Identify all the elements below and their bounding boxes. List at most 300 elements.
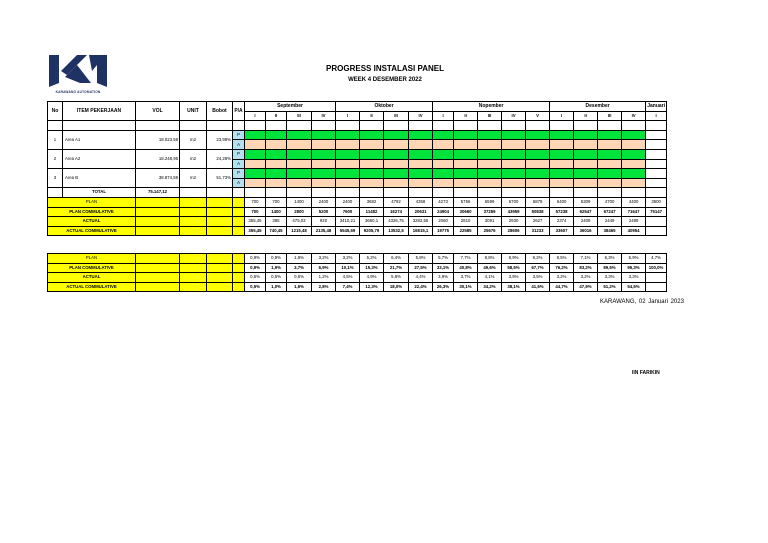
plan-bar-cell <box>502 169 526 179</box>
week-header: IV <box>312 111 336 121</box>
actual-bar-cell <box>454 178 478 188</box>
actual-bar-cell <box>312 178 336 188</box>
empty-cell <box>180 188 207 198</box>
plan-bar-cell <box>454 130 478 140</box>
summary-value: 62547 <box>574 207 598 217</box>
percent-value: 95,3% <box>622 263 646 273</box>
summary-value: 3682 <box>360 197 384 207</box>
item-actual-flag: A <box>233 159 245 169</box>
plan-bar-cell <box>478 169 502 179</box>
plan-bar-cell <box>598 149 622 159</box>
summary-label: PLAN <box>48 197 136 207</box>
item-unit: m2 <box>180 130 207 149</box>
total-row <box>48 188 667 198</box>
summary-value: 2374 <box>550 217 574 227</box>
summary-value: 7600 <box>336 207 360 217</box>
empty-cell <box>550 188 574 198</box>
item-vol: 38.874,59 <box>136 169 180 188</box>
empty-cell <box>622 188 646 198</box>
percent-value: 34,2% <box>478 282 502 292</box>
plan-bar-cell <box>433 149 454 159</box>
empty-cell <box>233 207 245 217</box>
week-header: IV <box>622 111 646 121</box>
summary-value: 355,45 <box>245 226 266 236</box>
actual-bar-cell <box>409 140 433 150</box>
percent-value: 8,5% <box>550 254 574 264</box>
percent-value: 3,3% <box>598 273 622 283</box>
month-header: Oktober <box>336 102 433 112</box>
summary-value: 71647 <box>622 207 646 217</box>
summary-value: 40954 <box>622 226 646 236</box>
actual-bar-cell <box>433 140 454 150</box>
header-row <box>48 102 667 112</box>
summary-label: ACTUAL COMMULATIVE <box>48 226 136 236</box>
plan-bar-cell <box>336 169 360 179</box>
plan-bar-cell <box>646 130 667 140</box>
empty-cell <box>207 121 233 131</box>
plan-bar-cell <box>502 130 526 140</box>
percent-value: 0,9% <box>245 254 266 264</box>
actual-bar-cell <box>312 140 336 150</box>
empty-cell <box>233 121 245 131</box>
item-vol: 18.023,58 <box>136 130 180 149</box>
page-title: PROGRESS INSTALASI PANEL <box>326 64 444 73</box>
empty-cell <box>233 273 245 283</box>
actual-bar-cell <box>336 140 360 150</box>
plan-bar-cell <box>266 149 287 159</box>
empty-cell <box>233 197 245 207</box>
actual-bar-cell <box>622 140 646 150</box>
item-no: 1 <box>48 130 63 149</box>
actual-bar-cell <box>622 178 646 188</box>
empty-cell <box>233 217 245 227</box>
percent-value: 49,6% <box>478 263 502 273</box>
item-bobot: 51,73% <box>207 169 233 188</box>
summary-value: 4326,75 <box>384 217 409 227</box>
summary-value: 4273 <box>433 197 454 207</box>
percent-value: 3,9% <box>433 273 454 283</box>
summary-value: 2135,48 <box>312 226 336 236</box>
empty-cell <box>136 207 180 217</box>
percent-value: 1,0% <box>266 282 287 292</box>
item-actual-flag: A <box>233 178 245 188</box>
empty-cell <box>598 188 622 198</box>
empty-cell <box>574 188 598 198</box>
actual-bar-cell <box>266 178 287 188</box>
percent-value: 22,4% <box>409 282 433 292</box>
plan-bar-cell <box>622 169 646 179</box>
empty-cell <box>207 217 233 227</box>
actual-bar-cell <box>550 140 574 150</box>
percent-row <box>48 282 667 292</box>
percent-value: 3,9% <box>502 273 526 283</box>
empty-cell <box>180 226 207 236</box>
percent-value: 4,4% <box>409 273 433 283</box>
empty-cell <box>287 188 312 198</box>
plan-bar-cell <box>526 169 550 179</box>
empty-cell <box>207 254 233 264</box>
summary-value: 5309 <box>574 197 598 207</box>
signature-date: KARAWANG, 02 Januari 2023 <box>600 299 684 305</box>
empty-cell <box>409 188 433 198</box>
plan-bar-cell <box>409 130 433 140</box>
empty-cell <box>646 121 667 131</box>
summary-value: 2800 <box>287 207 312 217</box>
empty-cell <box>233 188 245 198</box>
plan-bar-cell <box>245 130 266 140</box>
header-bobot: Bobot <box>207 102 233 121</box>
total-value: 75.147,12 <box>136 188 180 198</box>
percent-value: 7,7% <box>454 254 478 264</box>
item-actual-flag: A <box>233 140 245 150</box>
plan-bar-cell <box>550 149 574 159</box>
actual-bar-cell <box>245 140 266 150</box>
empty-cell <box>478 121 502 131</box>
summary-value: 43959 <box>502 207 526 217</box>
percent-value: 5,8% <box>384 273 409 283</box>
plan-bar-cell <box>336 149 360 159</box>
empty-cell <box>312 121 336 131</box>
plan-bar-cell <box>550 130 574 140</box>
plan-bar-cell <box>598 169 622 179</box>
percent-value: 0,6% <box>287 273 312 283</box>
percent-value: 15,3% <box>360 263 384 273</box>
empty-cell <box>180 254 207 264</box>
actual-bar-cell <box>646 159 667 169</box>
empty-cell <box>384 188 409 198</box>
actual-bar-cell <box>454 159 478 169</box>
percent-value: 54,5% <box>622 282 646 292</box>
empty-cell <box>574 121 598 131</box>
plan-bar-cell <box>574 130 598 140</box>
percent-value: 27,5% <box>409 263 433 273</box>
plan-bar-cell <box>574 169 598 179</box>
empty-cell <box>180 121 207 131</box>
summary-value: 31233 <box>526 226 550 236</box>
percent-value: 8,9% <box>502 254 526 264</box>
plan-bar-cell <box>622 130 646 140</box>
actual-bar-cell <box>360 140 384 150</box>
percent-value: 10,1% <box>336 263 360 273</box>
empty-cell <box>526 188 550 198</box>
percent-value: 0,9% <box>245 263 266 273</box>
percent-value: 6,4% <box>384 254 409 264</box>
empty-cell <box>384 121 409 131</box>
actual-bar-cell <box>454 140 478 150</box>
actual-bar-cell <box>526 140 550 150</box>
plan-bar-cell <box>478 130 502 140</box>
item-bobot: 23,98% <box>207 130 233 149</box>
percent-value: 1,2% <box>312 273 336 283</box>
percent-value: 100,0% <box>646 263 667 273</box>
week-header: III <box>598 111 622 121</box>
empty-cell <box>336 188 360 198</box>
week-header: II <box>454 111 478 121</box>
actual-bar-cell <box>622 159 646 169</box>
percent-label: PLAN COMMULATIVE <box>48 263 136 273</box>
actual-bar-cell <box>287 178 312 188</box>
actual-bar-cell <box>287 159 312 169</box>
summary-value: 37259 <box>478 207 502 217</box>
header-pa: P/A <box>233 102 245 121</box>
summary-value: 2930 <box>502 217 526 227</box>
empty-cell <box>287 121 312 131</box>
logo-caption: KARAWANG AUTOMATION <box>55 90 101 94</box>
summary-value: 2060 <box>433 217 454 227</box>
summary-value: 5200 <box>312 207 336 217</box>
percent-value: 51,2% <box>598 282 622 292</box>
actual-bar-cell <box>646 140 667 150</box>
plan-bar-cell <box>646 169 667 179</box>
month-header: Nopember <box>433 102 550 112</box>
empty-cell <box>48 188 63 198</box>
percent-value: 40,8% <box>454 263 478 273</box>
empty-cell <box>502 121 526 131</box>
plan-bar-cell <box>384 130 409 140</box>
item-name: Area B <box>63 169 136 188</box>
item-no: 3 <box>48 169 63 188</box>
summary-value: 4358 <box>409 197 433 207</box>
plan-bar-cell <box>409 149 433 159</box>
summary-value: 36016 <box>574 226 598 236</box>
percent-value: 5,8% <box>409 254 433 264</box>
week-header: IV <box>502 111 526 121</box>
item-vol: 18.248,95 <box>136 149 180 168</box>
week-header: II <box>266 111 287 121</box>
plan-bar-cell <box>287 130 312 140</box>
percent-value: 0,5% <box>245 273 266 283</box>
empty-cell <box>136 197 180 207</box>
summary-value <box>646 226 667 236</box>
month-header: Desember <box>550 102 646 112</box>
empty-cell <box>136 254 180 264</box>
week-header: I <box>245 111 266 121</box>
percent-value: 3,7% <box>287 263 312 273</box>
actual-bar-cell <box>598 178 622 188</box>
summary-value <box>646 217 667 227</box>
plan-bar-cell <box>622 149 646 159</box>
summary-value: 4700 <box>598 197 622 207</box>
plan-bar-cell <box>454 169 478 179</box>
summary-value: 2489 <box>622 217 646 227</box>
summary-value: 19775 <box>433 226 454 236</box>
summary-value: 700 <box>266 197 287 207</box>
percent-value: 83,2% <box>574 263 598 273</box>
empty-cell <box>180 263 207 273</box>
item-plan-row <box>48 169 667 179</box>
percent-row <box>48 273 667 283</box>
actual-bar-cell <box>336 159 360 169</box>
item-name: Area A2 <box>63 149 136 168</box>
summary-value: 3282,55 <box>409 217 433 227</box>
percent-value: 30,1% <box>454 282 478 292</box>
percent-value: 67,7% <box>526 263 550 273</box>
actual-bar-cell <box>646 178 667 188</box>
summary-value: 4400 <box>622 197 646 207</box>
plan-bar-cell <box>312 149 336 159</box>
empty-cell <box>266 188 287 198</box>
percent-label: ACTUAL <box>48 273 136 283</box>
actual-bar-cell <box>336 178 360 188</box>
actual-bar-cell <box>433 159 454 169</box>
plan-bar-cell <box>384 169 409 179</box>
empty-cell <box>136 217 180 227</box>
percent-value <box>646 282 667 292</box>
percent-value: 21,7% <box>384 263 409 273</box>
summary-value: 30660 <box>454 207 478 217</box>
month-header: Januari <box>646 102 667 112</box>
plan-bar-cell <box>646 149 667 159</box>
empty-cell <box>136 226 180 236</box>
plan-bar-cell <box>266 130 287 140</box>
summary-value: 16815,1 <box>409 226 433 236</box>
week-header: III <box>478 111 502 121</box>
week-header: II <box>360 111 384 121</box>
summary-row <box>48 197 667 207</box>
summary-value: 1215,48 <box>287 226 312 236</box>
percent-label: ACTUAL COMMULATIVE <box>48 282 136 292</box>
empty-cell <box>233 226 245 236</box>
summary-value: 700 <box>245 207 266 217</box>
empty-cell <box>180 217 207 227</box>
summary-value: 700 <box>245 197 266 207</box>
signature-name: IIN FARIKIN <box>632 370 660 376</box>
percent-value: 6,3% <box>598 254 622 264</box>
percent-value: 44,7% <box>550 282 574 292</box>
empty-cell <box>336 121 360 131</box>
actual-bar-cell <box>245 178 266 188</box>
empty-cell <box>646 188 667 198</box>
empty-cell <box>63 121 136 131</box>
plan-bar-cell <box>360 130 384 140</box>
percent-value: 3,3% <box>622 273 646 283</box>
percent-value: 89,5% <box>598 263 622 273</box>
summary-value: 2449 <box>598 217 622 227</box>
plan-bar-cell <box>478 149 502 159</box>
plan-bar-cell <box>409 169 433 179</box>
percent-value: 12,3% <box>360 282 384 292</box>
summary-value: 75147 <box>646 207 667 217</box>
percent-value: 3,2% <box>574 273 598 283</box>
item-plan-row <box>48 130 667 140</box>
percent-value: 7,4% <box>336 282 360 292</box>
empty-cell <box>233 263 245 273</box>
empty-cell <box>245 121 266 131</box>
actual-bar-cell <box>287 140 312 150</box>
percent-value: 3,7% <box>454 273 478 283</box>
actual-bar-cell <box>360 178 384 188</box>
spacer-row <box>48 121 667 131</box>
item-bobot: 24,28% <box>207 149 233 168</box>
percent-value: 26,3% <box>433 282 454 292</box>
empty-cell <box>409 121 433 131</box>
empty-cell <box>207 282 233 292</box>
actual-bar-cell <box>526 159 550 169</box>
week-header: IV <box>409 111 433 121</box>
summary-value: 3500 <box>646 197 667 207</box>
plan-bar-cell <box>245 149 266 159</box>
empty-cell <box>550 121 574 131</box>
summary-value: 11482 <box>360 207 384 217</box>
empty-cell <box>266 121 287 131</box>
progress-table <box>47 101 667 236</box>
empty-cell <box>207 197 233 207</box>
empty-cell <box>312 188 336 198</box>
empty-cell <box>180 207 207 217</box>
percent-value: 1,9% <box>266 263 287 273</box>
percent-value: 5,9% <box>622 254 646 264</box>
summary-value: 13532,5 <box>384 226 409 236</box>
plan-bar-cell <box>550 169 574 179</box>
empty-cell <box>598 121 622 131</box>
week-header: I <box>433 111 454 121</box>
percent-value: 4,7% <box>646 254 667 264</box>
header-no: No <box>48 102 63 121</box>
summary-value: 740,45 <box>266 226 287 236</box>
percent-value: 4,5% <box>336 273 360 283</box>
summary-value: 4792 <box>384 197 409 207</box>
summary-label: ACTUAL <box>48 217 136 227</box>
summary-value: 1400 <box>287 197 312 207</box>
percent-value: 9,2% <box>526 254 550 264</box>
empty-cell <box>454 188 478 198</box>
total-label: TOTAL <box>63 188 136 198</box>
actual-bar-cell <box>384 178 409 188</box>
summary-value: 2810 <box>454 217 478 227</box>
summary-value: 3660,1 <box>360 217 384 227</box>
plan-bar-cell <box>312 130 336 140</box>
plan-bar-cell <box>526 149 550 159</box>
plan-bar-cell <box>287 149 312 159</box>
item-plan-row <box>48 149 667 159</box>
percent-value: 6,9% <box>312 263 336 273</box>
actual-bar-cell <box>574 159 598 169</box>
percent-value: 7,1% <box>574 254 598 264</box>
actual-bar-cell <box>433 178 454 188</box>
empty-cell <box>136 263 180 273</box>
empty-cell <box>502 188 526 198</box>
plan-bar-cell <box>360 169 384 179</box>
percent-value: 47,9% <box>574 282 598 292</box>
percent-value: 3,2% <box>312 254 336 264</box>
plan-bar-cell <box>433 169 454 179</box>
summary-value: 9205,79 <box>360 226 384 236</box>
summary-value: 38465 <box>598 226 622 236</box>
actual-bar-cell <box>526 178 550 188</box>
empty-cell <box>180 273 207 283</box>
summary-value: 20631 <box>409 207 433 217</box>
empty-cell <box>622 121 646 131</box>
empty-cell <box>207 188 233 198</box>
empty-cell <box>360 188 384 198</box>
percent-value: 4,9% <box>360 273 384 283</box>
actual-bar-cell <box>478 178 502 188</box>
actual-bar-cell <box>550 159 574 169</box>
percent-value: 41,6% <box>526 282 550 292</box>
actual-bar-cell <box>409 159 433 169</box>
summary-value: 28606 <box>502 226 526 236</box>
actual-bar-cell <box>598 140 622 150</box>
empty-cell <box>180 197 207 207</box>
empty-cell <box>180 282 207 292</box>
percent-value: 38,1% <box>502 282 526 292</box>
summary-value: 1400 <box>266 207 287 217</box>
summary-value: 3091 <box>478 217 502 227</box>
summary-label: PLAN COMMULATIVE <box>48 207 136 217</box>
week-header: III <box>384 111 409 121</box>
percent-value: 3,2% <box>336 254 360 264</box>
percent-row <box>48 254 667 264</box>
